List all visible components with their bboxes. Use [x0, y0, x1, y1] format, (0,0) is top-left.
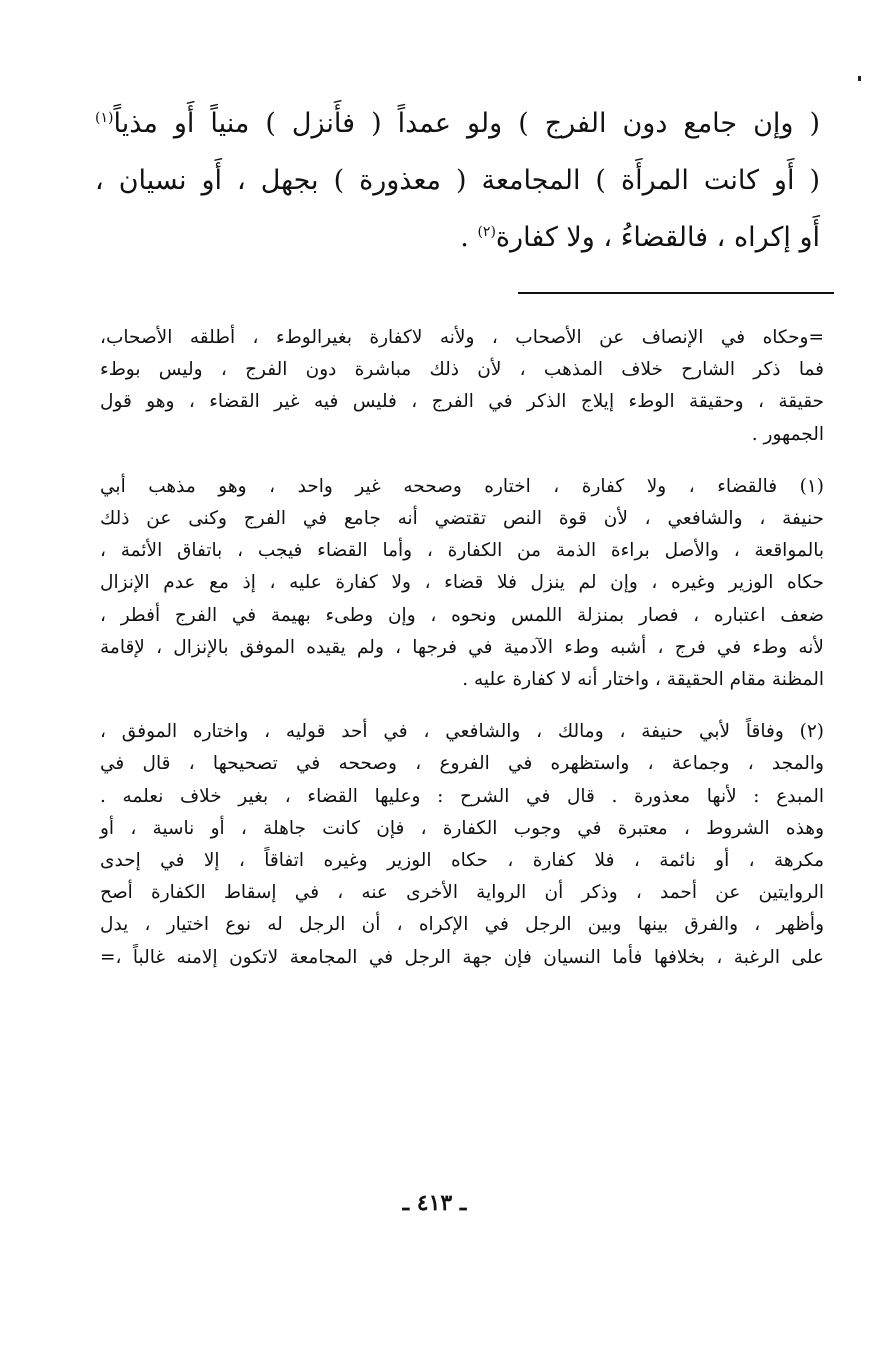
- main-text-line-content: أَو إكراه ، فالقضاءُ ، ولا كفارة: [495, 222, 820, 253]
- footnote-line: (١) فالقضاء ، ولا كفارة ، اختاره وصححه غير واحد ، وهو مذهب أبي: [100, 475, 824, 497]
- footnote-separator: [518, 292, 834, 294]
- footnote-line: بالمواقعة ، والأصل براءة الذمة من الكفارة ، وأما القضاء فيجب ، باتفاق الأئمة ،: [100, 540, 824, 562]
- footnote-line: حقيقة ، وحقيقة الوطء إيلاج الذكر في الفرج ، فليس فيه غير القضاء ، وهو قول: [100, 391, 824, 413]
- main-text: [95, 95, 820, 266]
- footnote-line: وأظهر ، والفرق بينها وبين الرجل في الإكراه ، أن الرجل له نوع اختيار ، يدل: [100, 914, 824, 936]
- footnote-2: [100, 716, 824, 974]
- footnote-marker: (٢): [477, 224, 496, 240]
- footnote-line: المبدع : لأنها معذورة . قال في الشرح : وعليها القضاء ، بغير خلاف نعلمه .: [100, 785, 824, 807]
- footnotes: [100, 322, 824, 994]
- main-text-line: ( أَو كانت المرأَة ) المجامعة ( معذورة ) بجهل ، أَو نسيان ،: [95, 165, 820, 196]
- footnote-line: الروايتين عن أحمد ، وذكر أن الرواية الأخرى عنه ، في إسقاط الكفارة أصح: [100, 882, 824, 904]
- footnote-line: المظنة مقام الحقيقة ، واختار أنه لا كفارة عليه .: [462, 669, 824, 691]
- footnote-line: ضعف اعتباره ، فصار بمنزلة اللمس ونحوه ، وإن وطىء بهيمة في الفرج أفطر ،: [100, 604, 824, 626]
- footnote-line: حكاه الوزير وغيره ، وإن لم ينزل فلا قضاء ، ولا كفارة عليه ، إذ مع عدم الإنزال: [100, 572, 824, 594]
- footnote-line: مكرهة ، أو نائمة ، فلا كفارة ، حكاه الوزير وغيره اتفاقاً ، إلا في إحدى: [100, 850, 824, 872]
- footnote-line: لأنه وطء في فرج ، أشبه وطء الآدمية في فرجها ، ولم يقيده الموفق بالإنزال ، لإقامة: [100, 636, 824, 658]
- main-text-line-content: ( وإن جامع دون الفرج ) ولو عمداً ( فأَنزل ) منياً أَو مذياً: [113, 108, 820, 139]
- footnote-marker: (١): [95, 110, 114, 126]
- footnote-line: الجمهور .: [751, 423, 824, 445]
- footnote-line: حنيفة ، والشافعي ، لأن قوة النص تقتضي أنه جامع في الفرج وكنى عن ذلك: [100, 508, 824, 530]
- footnote-line: (٢) وفاقاً لأبي حنيفة ، ومالك ، والشافعي ، في أحد قوليه ، واختاره الموفق ،: [100, 721, 824, 743]
- footnote-line: على الرغبة ، بخلافها فأما النسيان فإن جهة الرجل في المجامعة لاتكون إلامنه غالباً ،=: [100, 946, 824, 968]
- footnote-1: [100, 471, 824, 696]
- main-text-line: [95, 209, 820, 266]
- main-text-line-tail: .: [460, 222, 478, 253]
- footnote-line: =وحكاه في الإنصاف عن الأصحاب ، ولأنه لاكفارة بغيرالوطء ، أطلقه الأصحاب،: [100, 327, 824, 348]
- footnote-line: فما ذكر الشارح خلاف المذهب ، لأن ذلك مباشرة دون الفرج ، وليس بوطء: [100, 359, 824, 381]
- footnote-continuation: [100, 322, 824, 451]
- footnote-line: وهذه الشروط ، معتبرة في وجوب الكفارة ، فإن كانت جاهلة ، أو ناسية ، أو: [100, 817, 824, 839]
- main-text-line: [95, 95, 820, 152]
- footnote-line: والمجد ، وجماعة ، واستظهره في الفروع ، وصححه في تصحيحها ، قال في: [100, 753, 824, 775]
- scan-edge-mark: [858, 76, 861, 81]
- page-number: ـ ٤١٣ ـ: [402, 1190, 467, 1216]
